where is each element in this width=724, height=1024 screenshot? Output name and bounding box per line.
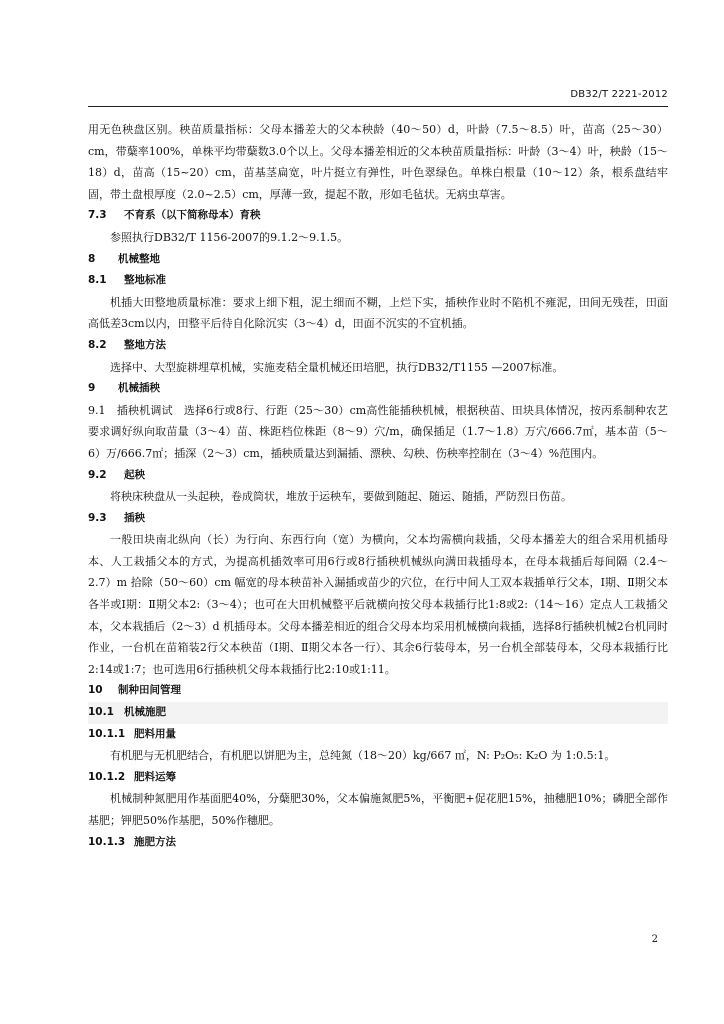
section-number: 10 [88,684,103,697]
section-title: 起秧 [124,468,145,481]
section-number: 8 [88,252,96,265]
section-number: 10.1 [88,706,114,719]
body-paragraph: 有机肥与无机肥结合，有机肥以饼肥为主，总纯氮（18～20）kg/667 ㎡，N: P₂O₅: K₂O 为 1:0.5:1。 [110,749,616,763]
section-heading [88,249,668,271]
section-number: 9 [88,382,96,395]
section-title: 机械整地 [118,252,160,265]
section-number: 9.2 [88,468,107,481]
section-number: 10.1.2 [88,770,126,783]
section-number: 8.1 [88,274,107,287]
section-heading [88,270,668,292]
standard-code-header: DB32/T 2221-2012 [570,89,668,100]
header-rule [88,106,668,107]
section-heading [88,335,668,357]
section-heading [88,724,668,746]
section-title: 整地方法 [124,338,166,351]
section-heading [88,702,668,724]
section-title: 施肥方法 [134,835,176,848]
document-body [88,119,668,853]
body-paragraph: 用无色秧盘区别。秧苗质量指标：父母本播差大的父本秧龄（40～50）d，叶龄（7.5～8.5）叶，苗高（25～30）cm，带蘖率100%，单株平均带蘖数3.0个以上。父母本播差相近的父本秧苗质量指标：叶龄（3～4）叶，秧龄（15～18）d，苗高（15~20）cm，苗基茎扁宽，叶片挺立有弹性，叶色翠绿色。单株白根量（10～12）条，根系盘结牢固，带土盘根厚度（2.0~2.5）cm，厚薄一致，提起不散，形如毛毡状。无病虫草害。 [88,123,668,201]
section-heading [88,465,668,487]
section-heading [88,832,668,854]
section-number: 7.3 [88,209,107,222]
section-title: 插秧 [124,511,145,524]
page-number: 2 [651,934,658,945]
body-paragraph: 选择中、大型旋耕埋草机械，实施麦秸全量机械还田培肥，执行DB32/T1155 —2007标准。 [110,360,564,374]
section-number: 8.2 [88,338,107,351]
section-title: 整地标准 [124,274,166,287]
section-number: 10.1.1 [88,727,126,740]
section-heading [88,680,668,702]
section-heading [88,508,668,530]
section-title: 制种田间管理 [118,684,181,697]
section-heading [88,767,668,789]
body-paragraph: 机插大田整地质量标准：要求上细下粗，泥土细而不糊，上烂下实，插秧作业时不陷机不雍泥，田间无残茬，田面高低差3cm以内，田整平后待自化除沉实（3～4）d，田面不沉实的不宜机插。 [88,295,668,331]
section-title: 机械插秧 [118,382,160,395]
section-title: 肥料运筹 [134,770,176,783]
section-number: 9.3 [88,511,107,524]
body-paragraph: 9.1 插秧机调试 选择6行或8行、行距（25～30）cm高性能插秧机械，根据秧苗、田块具体情况，按丙系制种农艺要求调好纵向取苗量（3～4）苗、株距档位株距（8～9）穴/m，确保插足（1.7～1.8）万穴/666.7㎡，基本苗（5～6）万/666.7㎡；插深（2～3）cm，插秧质量达到漏插、漂秧、勾秧、伤秧率控制在（3～4）%范围内。 [88,403,668,460]
section-title: 肥料用量 [134,727,176,740]
body-paragraph: 机械制种氮肥用作基面肥40%，分蘖肥30%，父本偏施氮肥5%，平衡肥+促花肥15%，抽穗肥10%；磷肥全部作基肥；钾肥50%作基肥，50%作穗肥。 [88,792,668,827]
section-number: 10.1.3 [88,835,126,848]
body-paragraph: 将秧床秧盘从一头起秧，卷成筒状，堆放于运秧车，要做到随起、随运、随插，严防烈日伤苗。 [110,490,572,504]
section-title: 机械施肥 [124,706,166,719]
body-paragraph: 参照执行DB32/T 1156-2007的9.1.2～9.1.5。 [110,230,349,244]
section-heading [88,378,668,400]
body-paragraph: 一般田块南北纵向（长）为行向、东西行向（宽）为横向，父本均需横向栽插，父母本播差大的组合采用机插母本、人工栽插父本的方式，为提高机插效率可用6行或8行插秧机械纵向满田栽插母本，在母本栽插后每间隔（2.4～2.7）m 拾除（50～60）cm 幅宽的母本秧苗补入漏插或苗少的穴位，在行中间人工双本栽插单行父本，Ⅰ期、Ⅱ期父本各半或Ⅰ期：Ⅱ期父本2:（3～4）；也可在大田机械整平后就横向按父母本栽插行比1:8或2:（14～16）定点人工栽插父本，父本栽插后（2～3）d 机插母本。父母本播差相近的组合父母本均采用机械横向栽插，选择8行插秧机械2台机同时作业，一台机在苗箱装2行父本秧苗（Ⅰ期、Ⅱ期父本各一行）、其余6行装母本，另一台机全部装母本，父母本栽插行比2:14或1:7；也可选用6行插秧机父母本栽插行比2:10或1:11。 [88,533,668,676]
section-title: 不育系（以下简称母本）育秧 [124,209,261,222]
section-heading [88,205,668,227]
